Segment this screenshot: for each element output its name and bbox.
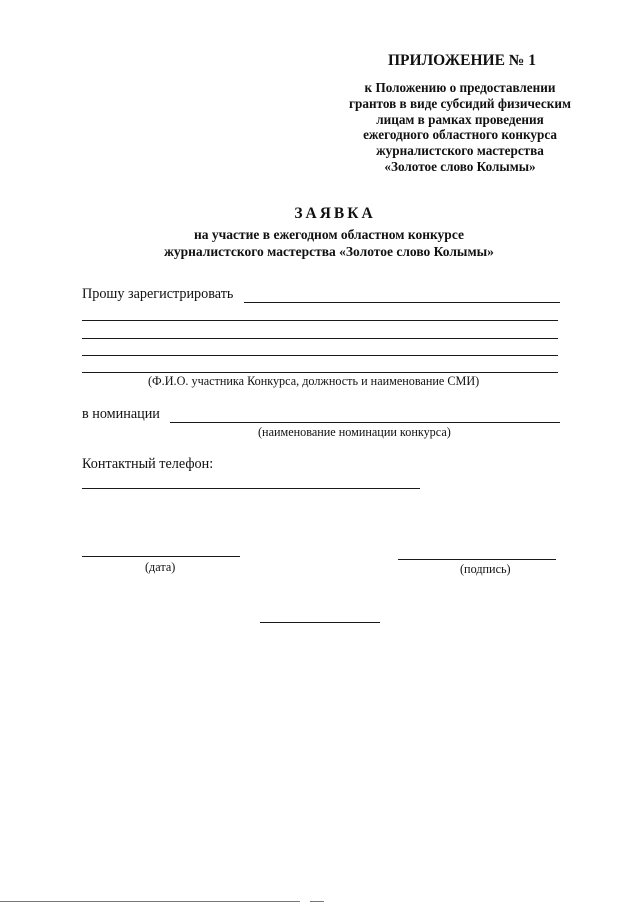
nomination-caption: (наименование номинации конкурса) [258, 425, 451, 439]
register-line-4[interactable] [82, 355, 558, 356]
page-edge-mark [310, 901, 324, 902]
closing-separator [260, 622, 380, 623]
nomination-label: в номинации [82, 406, 160, 422]
nomination-line[interactable] [170, 422, 560, 423]
appendix-line: ежегодного областного конкурса [363, 127, 557, 143]
appendix-line: лицам в рамках проведения [376, 111, 544, 127]
participant-caption: (Ф.И.О. участника Конкурса, должность и наименование СМИ) [148, 374, 480, 388]
page-edge-mark [0, 901, 300, 902]
date-caption: (дата) [145, 560, 176, 574]
phone-line[interactable] [82, 488, 420, 489]
register-line-5[interactable] [82, 372, 558, 373]
register-name-line[interactable] [244, 302, 560, 303]
register-label: Прошу зарегистрировать [82, 286, 234, 302]
appendix-line: к Положению о предоставлении [364, 80, 556, 95]
appendix-line: грантов в виде субсидий физическим [349, 95, 571, 111]
appendix-line: журналистского мастерства [376, 143, 544, 159]
signature-line[interactable] [398, 559, 556, 560]
application-title: ЗАЯВКА [294, 205, 376, 222]
appendix-reference [320, 80, 600, 175]
signature-caption: (подпись) [460, 562, 511, 576]
appendix-line: «Золотое слово Колымы» [384, 158, 536, 174]
register-line-2[interactable] [82, 320, 558, 321]
appendix-title: ПРИЛОЖЕНИЕ № 1 [388, 52, 536, 69]
application-subtitle [0, 227, 640, 260]
subtitle-line: журналистского мастерства «Золотое слово Колымы» [164, 243, 494, 259]
phone-label: Контактный телефон: [82, 456, 214, 472]
subtitle-line: на участие в ежегодном областном конкурсе [194, 227, 464, 242]
date-line[interactable] [82, 556, 240, 557]
register-line-3[interactable] [82, 338, 558, 339]
